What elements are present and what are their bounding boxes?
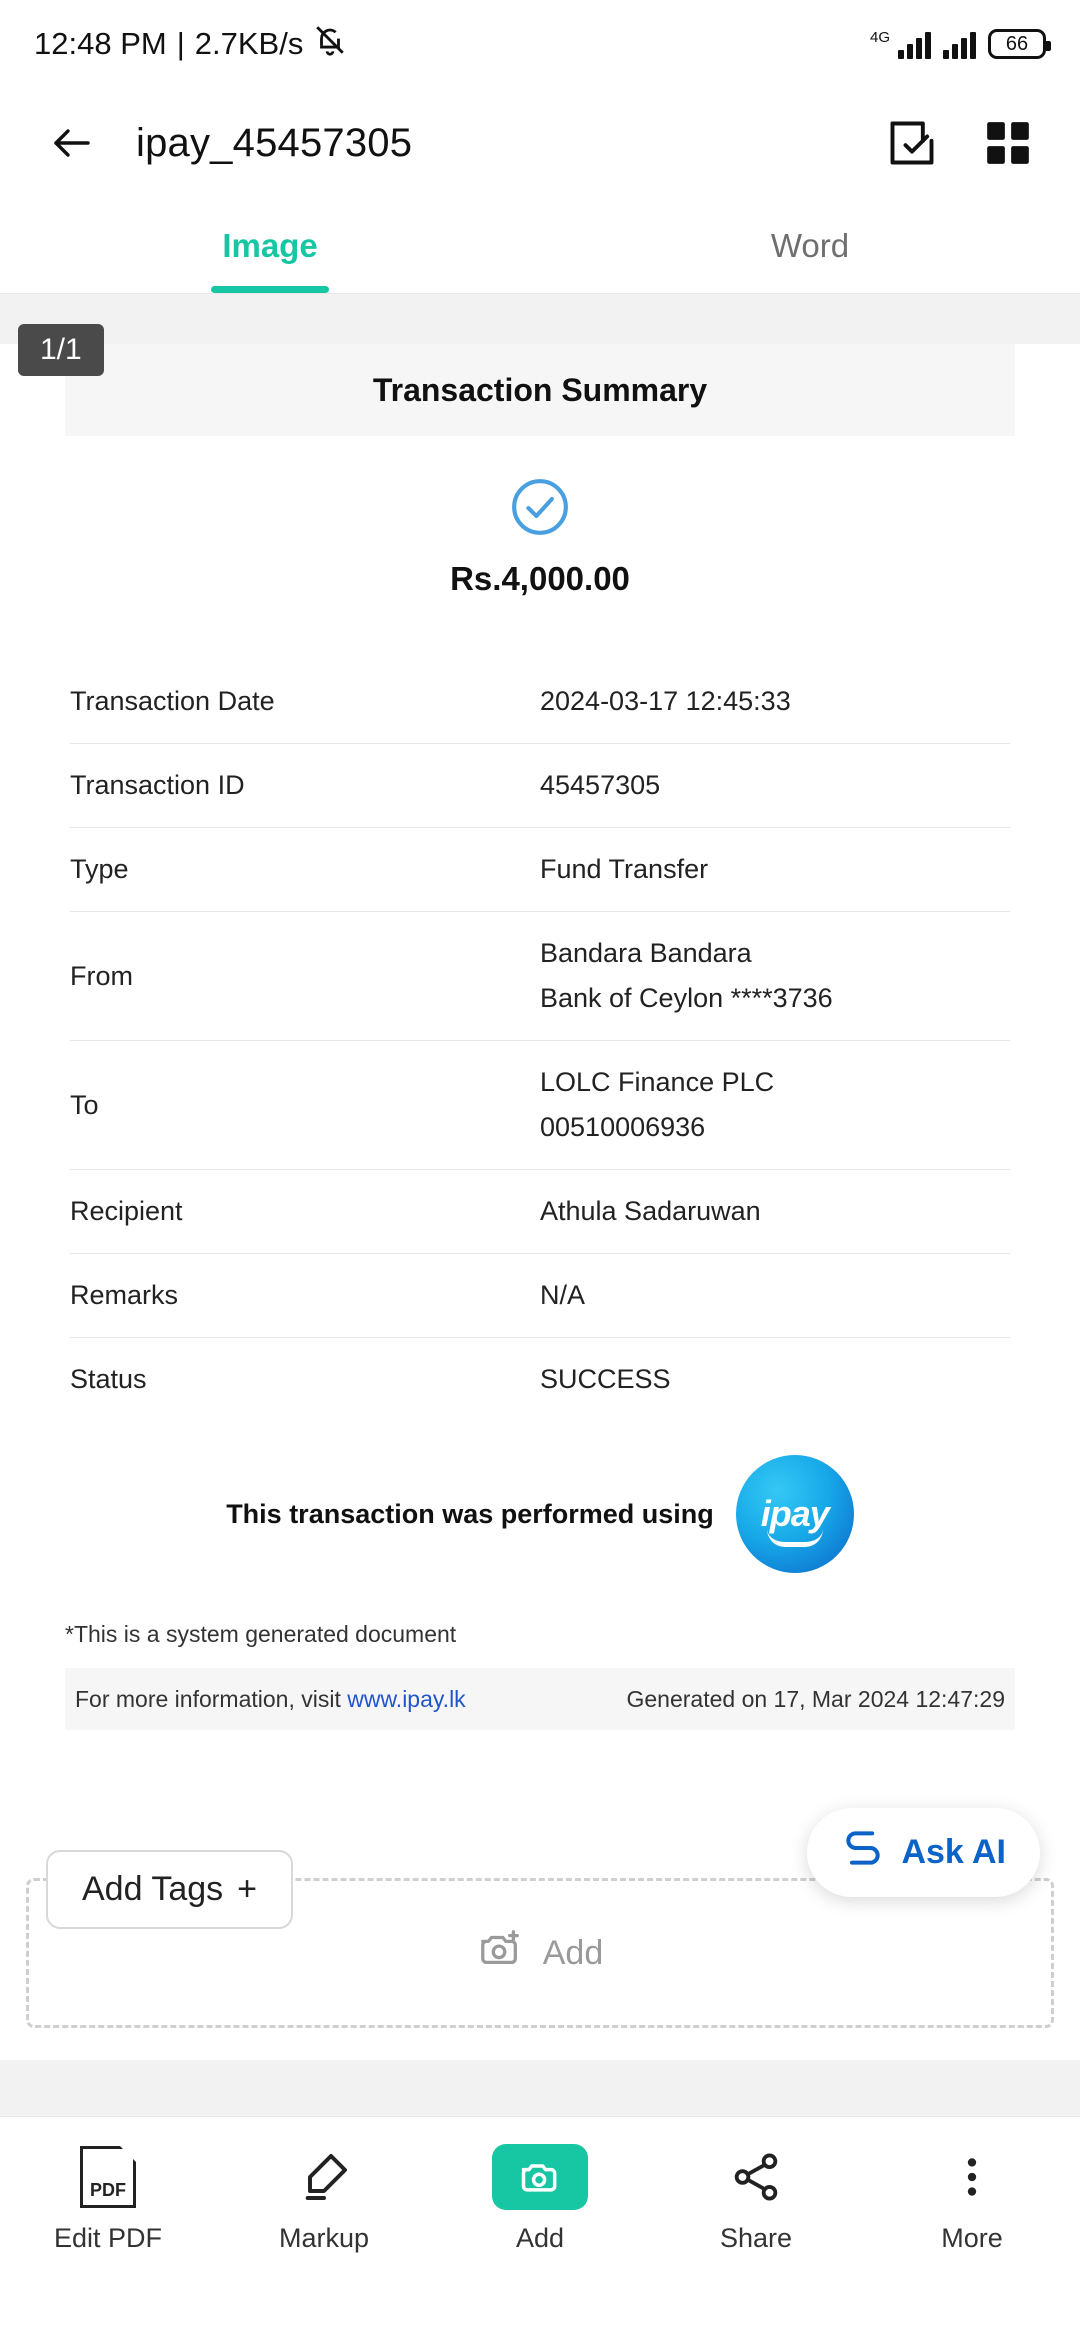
app-bar xyxy=(0,88,1080,198)
document-header-title: Transaction Summary xyxy=(65,344,1015,436)
toolbar-item-markup[interactable] xyxy=(216,2147,432,2254)
document-page xyxy=(0,344,1080,1882)
row-value-group xyxy=(540,1041,1010,1170)
battery-level-label: 66 xyxy=(1005,32,1029,55)
status-separator: | xyxy=(176,26,185,61)
transaction-details-table xyxy=(70,660,1010,1421)
success-check-circle-icon xyxy=(0,476,1080,538)
select-check-icon[interactable] xyxy=(880,111,944,175)
tab-image-label: Image xyxy=(222,226,318,264)
status-net-speed: 2.7KB/s xyxy=(194,26,304,61)
back-arrow-icon[interactable] xyxy=(40,111,104,175)
table-row xyxy=(70,1338,1010,1422)
status-bar-left xyxy=(34,23,347,65)
page-title: ipay_45457305 xyxy=(136,120,413,165)
signal-bars-icon-1 xyxy=(898,29,931,59)
performed-using-text: This transaction was performed using xyxy=(226,1498,714,1529)
system-generated-note: *This is a system generated document xyxy=(65,1621,457,1647)
toolbar-label: Edit PDF xyxy=(53,2223,163,2253)
status-bar xyxy=(0,0,1080,88)
pdf-edit-icon: PDF xyxy=(80,2147,136,2207)
add-tags-label: Add Tags xyxy=(82,1870,224,1908)
toolbar-item-more[interactable] xyxy=(864,2147,1080,2254)
share-nodes-icon xyxy=(729,2147,783,2207)
toolbar-item-share[interactable] xyxy=(648,2147,864,2254)
page-indicator-badge: 1/1 xyxy=(18,324,104,376)
plus-icon: + xyxy=(237,1870,258,1908)
row-key: From xyxy=(70,912,540,1041)
document-footer xyxy=(65,1668,1015,1730)
toolbar-label: Add xyxy=(515,2223,565,2253)
toolbar-label: Share xyxy=(719,2223,793,2253)
add-dropzone-label: Add xyxy=(542,1933,604,1972)
table-row xyxy=(70,912,1010,1041)
ipay-website-link[interactable]: www.ipay.lk xyxy=(347,1685,466,1712)
battery-indicator xyxy=(988,29,1046,59)
row-key: Remarks xyxy=(70,1254,540,1338)
row-key: Transaction Date xyxy=(70,660,540,744)
table-row xyxy=(70,1254,1010,1338)
ipay-logo-icon xyxy=(736,1455,854,1573)
row-key: Transaction ID xyxy=(70,744,540,828)
table-row xyxy=(70,828,1010,912)
row-value: N/A xyxy=(540,1254,1010,1338)
add-photo-icon xyxy=(477,1926,523,1981)
document-viewer[interactable] xyxy=(0,294,1080,1850)
toolbar-label: More xyxy=(941,2223,1003,2253)
status-bar-right xyxy=(870,29,1046,59)
transaction-amount: Rs.4,000.00 xyxy=(450,560,630,597)
row-key: Type xyxy=(70,828,540,912)
status-time: 12:48 PM xyxy=(34,26,167,61)
table-row xyxy=(70,1041,1010,1170)
row-value-secondary: Bank of Ceylon ****3736 xyxy=(540,983,833,1013)
ask-ai-button[interactable] xyxy=(807,1808,1040,1897)
more-dots-icon xyxy=(947,2147,997,2207)
tab-image[interactable] xyxy=(0,198,540,293)
table-row xyxy=(70,744,1010,828)
row-key: To xyxy=(70,1041,540,1170)
network-type-label: 4G xyxy=(869,29,890,46)
ipay-logo-smile xyxy=(767,1529,823,1547)
table-row xyxy=(70,660,1010,744)
row-value-secondary: 00510006936 xyxy=(540,1112,706,1142)
performed-using-row xyxy=(0,1455,1080,1573)
tag-and-add-zone xyxy=(0,1833,1080,2060)
tab-word-label: Word xyxy=(770,226,850,264)
row-value: LOLC Finance PLC xyxy=(540,1067,775,1097)
row-value: 45457305 xyxy=(540,744,1010,828)
ai-sparkle-icon xyxy=(841,1826,885,1879)
mute-bell-icon xyxy=(313,23,347,65)
footer-left xyxy=(75,1686,466,1713)
ipay-logo-text: ipay xyxy=(760,1493,829,1534)
row-value: 2024-03-17 12:45:33 xyxy=(540,660,1010,744)
toolbar-item-edit-pdf[interactable] xyxy=(0,2147,216,2254)
signal-bars-icon-2 xyxy=(943,29,976,59)
ask-ai-label: Ask AI xyxy=(901,1833,1006,1871)
footer-left-prefix: For more information, visit xyxy=(75,1685,348,1712)
add-tags-button[interactable] xyxy=(46,1850,293,1929)
footer-generated-on: Generated on 17, Mar 2024 12:47:29 xyxy=(626,1685,1005,1712)
row-value-group xyxy=(540,912,1010,1041)
markup-pen-icon xyxy=(296,2147,352,2207)
view-mode-tabs xyxy=(0,198,1080,294)
row-key: Status xyxy=(70,1364,147,1394)
grid-view-icon[interactable] xyxy=(976,111,1040,175)
row-value: Athula Sadaruwan xyxy=(540,1170,1010,1254)
bottom-spacer xyxy=(0,2060,1080,2116)
row-value: Bandara Bandara xyxy=(540,938,752,968)
row-key: Recipient xyxy=(70,1170,540,1254)
camera-add-icon xyxy=(492,2147,588,2207)
toolbar-item-add[interactable] xyxy=(432,2147,648,2254)
table-row xyxy=(70,1170,1010,1254)
bottom-toolbar xyxy=(0,2116,1080,2284)
row-value: SUCCESS xyxy=(540,1364,671,1394)
toolbar-label: Markup xyxy=(278,2223,370,2253)
tab-word[interactable] xyxy=(540,198,1080,293)
row-value: Fund Transfer xyxy=(540,828,1010,912)
